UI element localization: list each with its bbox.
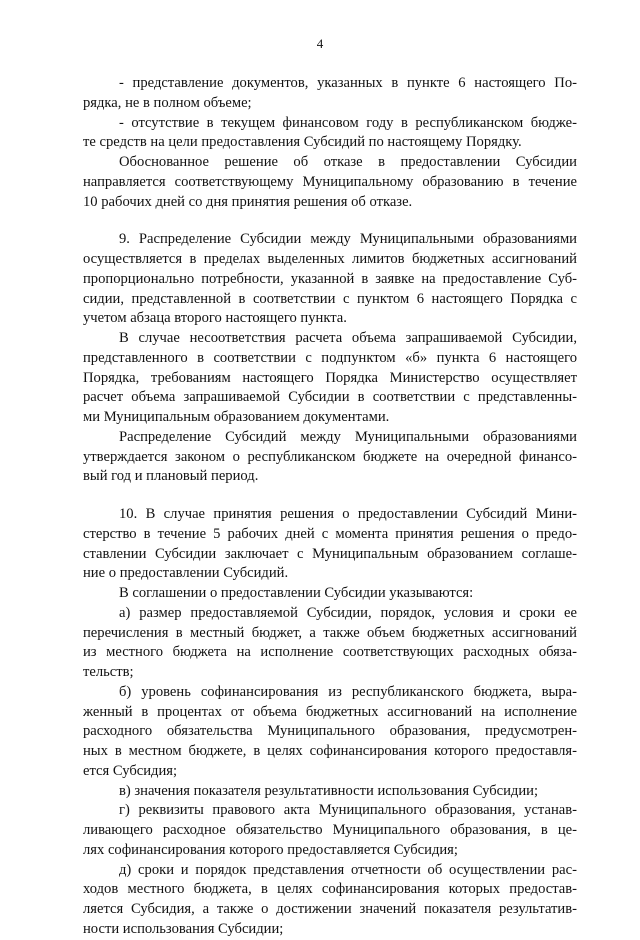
text-line: тельств; <box>83 664 134 680</box>
text-line: Обоснованное решение об отказе в предоставлении Субсидии <box>119 154 577 170</box>
text-line: а) размер предоставляемой Субсидии, порядок, условия и сроки ее <box>119 604 577 621</box>
text-line: Распределение Субсидий между Муниципальными образованиями <box>119 428 577 445</box>
text-line: - представление документов, указанных в пункте 6 настоящего По- <box>119 75 577 91</box>
text-line: ности использования Субсидии; <box>83 920 284 937</box>
text-line: лях софинансирования которого предоставляется Субсидия; <box>83 841 458 858</box>
text-line: учетом абзаца второго настоящего пункта. <box>83 310 347 327</box>
text-line: В соглашении о предоставлении Субсидии указываются: <box>119 585 474 601</box>
text-line: ми Муниципальным образованием документами. <box>83 409 390 425</box>
text-line: те средств на цели предоставления Субсидий по настоящему Порядку. <box>83 134 522 151</box>
text-line: рядка, не в полном объеме; <box>83 94 252 111</box>
text-line: осуществляется в пределах выделенных лимитов бюджетных ассигнований <box>83 251 577 267</box>
text-section <box>83 505 577 940</box>
section-gap <box>83 487 577 505</box>
text-line: ется Субсидия; <box>83 762 178 779</box>
text-line: ляется Субсидия, а также о достижении значений показателя результатив- <box>83 901 577 917</box>
text-line: г) реквизиты правового акта Муниципального образования, устанав- <box>119 802 577 819</box>
text-section <box>83 74 577 212</box>
text-line: расчет объема запрашиваемой Субсидии в соответствии с представленны- <box>83 389 577 406</box>
text-line: из местного бюджета на исполнение соответствующих расходных обяза- <box>83 644 577 661</box>
text-line: женный в процентах от объема бюджетных ассигнований на исполнение <box>83 703 577 720</box>
text-line: ставлении Субсидии заключает с Муниципальным образованием соглаше- <box>83 545 577 562</box>
text-line: В случае несоответствия расчета объема запрашиваемой Субсидии, <box>119 330 577 346</box>
text-section <box>83 230 577 487</box>
page-number: 4 <box>316 36 324 51</box>
text-line: представленного в соответствии с подпунктом «б» пункта 6 настоящего <box>83 349 577 366</box>
document-body <box>83 74 577 940</box>
text-line: Порядка, требованиям настоящего Порядка Министерство осуществляет <box>83 369 577 386</box>
text-line: 10 рабочих дней со дня принятия решения об отказе. <box>83 193 413 210</box>
text-line: ние о предоставлении Субсидий. <box>83 565 289 582</box>
text-line: 9. Распределение Субсидии между Муниципальными образованиями <box>119 231 577 248</box>
text-line: 10. В случае принятия решения о предоставлении Субсидий Мини- <box>119 506 577 522</box>
text-line: - отсутствие в текущем финансовом году в республиканском бюдже- <box>119 114 577 131</box>
text-line: д) сроки и порядок представления отчетности об осуществлении рас- <box>119 861 577 878</box>
text-line: ливающего расходное обязательство Муниципального образования, в це- <box>83 822 577 838</box>
section-gap <box>83 212 577 230</box>
text-line: расходного обязательства Муниципального образования, предусмотрен- <box>83 723 577 740</box>
text-line: ных в местном бюджете, в целях софинансирования которого предоставля- <box>83 743 577 759</box>
text-line: перечисления в местный бюджет, а также объем бюджетных ассигнований <box>83 624 577 641</box>
text-line: б) уровень софинансирования из республиканского бюджета, выра- <box>119 683 577 700</box>
text-line: сидии, представленной в соответствии с пунктом 6 настоящего Порядка с <box>83 290 577 307</box>
text-line: стерство в течение 5 рабочих дней с момента принятия решения о предо- <box>83 525 577 542</box>
text-line: пропорционально потребности, указанной в заявке на предоставление Суб- <box>83 270 577 287</box>
text-line: утверждается законом о республиканском бюджете на очередной финансо- <box>83 448 577 465</box>
text-line: ходов местного бюджета, в целях софинансирования которых предостав- <box>83 881 577 898</box>
text-line: вый год и плановый период. <box>83 468 259 485</box>
text-line: в) значения показателя результативности использования Субсидии; <box>119 782 539 799</box>
text-line: направляется соответствующему Муниципальному образованию в течение <box>83 173 577 190</box>
